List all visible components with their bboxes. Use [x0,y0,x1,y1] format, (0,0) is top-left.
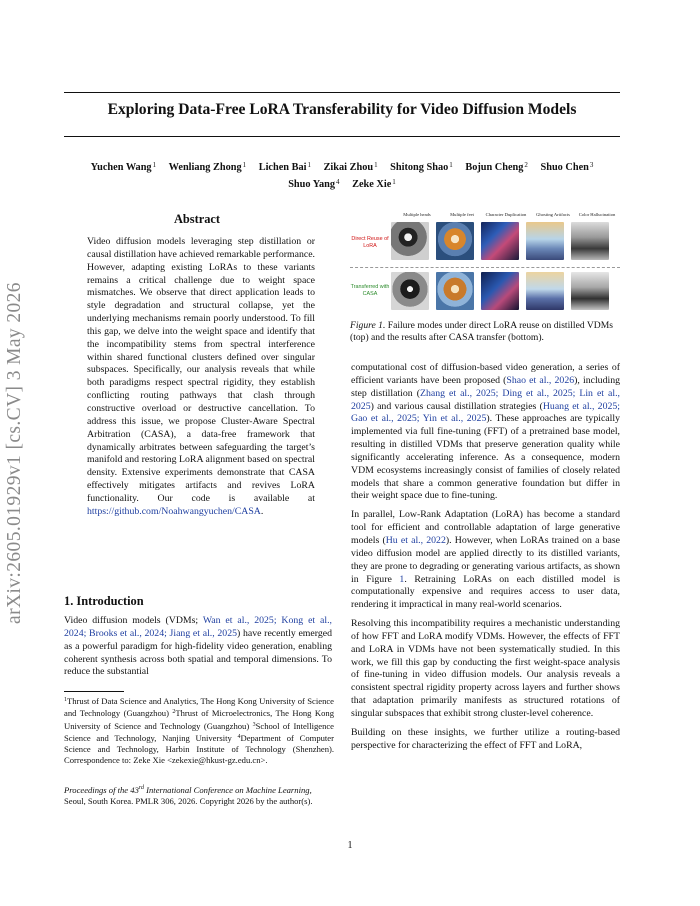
column-label: Ghosting Artifacts [536,212,570,217]
column-label: Multiple feet [450,212,474,217]
citation[interactable]: Shao et al., 2026 [506,374,575,386]
author: Bojun Cheng$^2$ [465,161,528,173]
column-label: Color Hallucination [578,212,616,217]
thumbnail-image [436,272,474,310]
thumbnail-image [571,222,609,260]
thumbnail-image [526,222,564,260]
author: Shuo Chen$^3$ [540,161,594,173]
thumbnail-image [436,222,474,260]
thumbnail-image [571,272,609,310]
citation[interactable]: Zhang et al., 2025; Ding et al., 2025; Lin et al., 2025 [351,387,620,412]
row-label-direct-reuse: Direct Reuse of LoRA [351,236,389,249]
author-list [64,158,620,192]
paragraph: Building on these insights, we further utilize a routing-based perspective for characterizing the effect of FFT and LoRA, [351,726,620,751]
page-number: 1 [347,840,353,851]
author: Shitong Shao$^1$ [390,161,453,173]
thumbnail-image [481,222,519,260]
code-link[interactable]: https://github.com/Noahwangyuchen/CASA [87,505,261,517]
affiliations-footnote: $^1$Thrust of Data Science and Analytics, The Hong Kong University of Science and Technology (Guangzhou) $^2$Thrust of Microelectronics, The Hong Kong University of Science and Technology (Guangzhou) $^3$School of Intelligence Science and Technology, Nanjing University $^4$Department of Computer Science and Technology, Harbin Institute of Technology (Shenzhen). Correspondence to: Zeke Xie <zekexie@hkust-gz.edu.cn>. [64,696,335,766]
title-bottom-rule [64,136,620,137]
arxiv-stamp: arXiv:2605.01929v1 [cs.CV] 3 May 2026 [4,282,25,624]
thumbnail-image [391,222,429,260]
thumbnail-image [481,272,519,310]
author: Wenliang Zhong$^1$ [168,161,247,173]
column-label: Character Duplication [485,212,527,217]
author: Shuo Yang$^4$ [288,178,340,190]
abstract-body: Video diffusion models leveraging step distillation or causal distillation have achieved remarkable performance. However, adapting existing LoRAs to these variants remains a critical challenge due to weight space mismatches. We observe that direct application leads to style degradation and structural collapse, yet the underlying mechanisms remain poorly understood. To fill this gap, we delve into the weight space and identify that the incompatibility stems from spectral interference within shared functional clusters defined over singular subspaces. Specifically, our analysis reveals that while both paradigms respect spectral rigidity, they establish conflicting routing pathways that clash through constructive overload or destructive cancellation. To address this issue, we propose Cluster-Aware Spectral Arbitration (CASA), a data-free framework that dynamically arbitrates between safeguarding the target’s manifold and restoring LoRA alignment based on spectral density. Extensive experiments demonstrate that CASA effectively mitigates artifacts and revives LoRA functionality. Our code is available at https://github.com/Noahwangyuchen/CASA. [87,236,315,517]
author: Zeke Xie$^1$ [352,178,396,190]
intro-paragraph: Video diffusion models (VDMs; Wan et al., 2025; Kong et al., 2024; Brooks et al., 2024; Jiang et al., 2025) have recently emerged as a powerful paradigm for high-fidelity video generation, enabling coherent synthesis across both spatial and temporal dimensions. To reduce the substantial [64,615,332,678]
column-label: Multiple heads [403,212,431,217]
citation[interactable]: Hu et al., 2022 [385,534,446,546]
author: Lichen Bai$^1$ [258,161,311,173]
abstract-heading: Abstract [173,212,221,226]
citation[interactable]: Wan et al., 2025; Kong et al., 2024; Brooks et al., 2024; Jiang et al., 2025 [64,615,332,639]
row-label-casa: Transferred with CASA [350,284,390,297]
citation[interactable]: Huang et al., 2025; Gao et al., 2025; Yin et al., 2025 [351,400,620,425]
paragraph: computational cost of diffusion-based video generation, a series of efficient variants have been proposed (Shao et al., 2026), including step distillation (Zhang et al., 2025; Ding et al., 2025; Lin et al., 2025) and various causal distillation strategies (Huang et al., 2025; Gao et al., 2025; Yin et al., 2025). These approaches are typically implemented via full fine-tuning (FFT) of a pretrained base model, resulting in distilled VDMs that preserve generation quality while significantly accelerating inference. As a consequence, modern VDM ecosystems increasingly consist of families of closely related models that share a common generative foundation but differ in their weight space due to fine-tuning. [351,362,620,502]
paper-title: Exploring Data-Free LoRA Transferability for Video Diffusion Models [107,101,577,118]
paragraph: In parallel, Low-Rank Adaptation (LoRA) has become a standard tool for efficient and controllable adaptation of large generative models (Hu et al., 2022). However, when LoRAs trained on a base video diffusion model are applied directly to its distilled variants, they are prone to degrading or generating various artifacts, as shown in Figure 1. Retraining LoRAs on each distilled model is computationally expensive and requires access to user data, rendering it impractical in many real-world scenarios. [351,509,620,611]
figure-reference[interactable]: 1 [399,573,405,585]
proceedings-note: Proceedings of the 43rd International Conference on Machine Learning, Seoul, South Korea. PMLR 306, 2026. Copyright 2026 by the author(s). [64,784,313,807]
footnote-rule [64,691,124,692]
row-separator [350,267,620,268]
thumbnail-image [526,272,564,310]
paragraph: Resolving this incompatibility requires a mechanistic understanding of how FFT and LoRA modify VDMs. However, the effects of FFT and LoRA in VDMs have not been systematically studied. In this work, we fill this gap by conducting the first weight-space analysis of fine-tuning in video diffusion models. Our analysis reveals a consistent spectral rigidity property across layers and further shows that adaptation primarily manifests as structured rotations of singular subspaces that exhibit strong cluster-level coherence. [351,618,620,719]
figure-caption: Figure 1. Failure modes under direct LoRA reuse on distilled VDMs (top) and the results after CASA transfer (bottom). [350,320,613,343]
title-top-rule [64,92,620,93]
author: Zikai Zhou$^1$ [323,161,378,173]
section-heading-introduction: 1. Introduction [64,594,144,608]
figure-1 [350,212,620,312]
author: Yuchen Wang$^1$ [90,161,157,173]
thumbnail-image [391,272,429,310]
right-column-body [351,362,620,752]
